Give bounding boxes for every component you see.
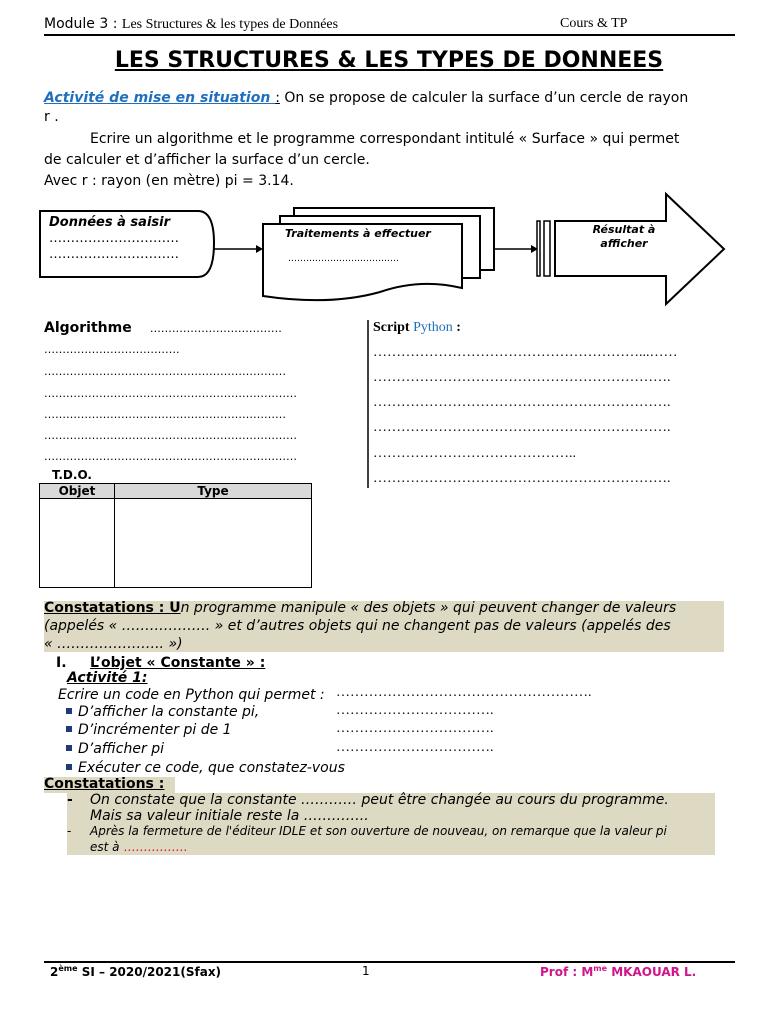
constat2-b2-line1: Après la fermeture de l'éditeur IDLE et son ouverture de nouveau, on remarque que la valeur pi bbox=[90, 824, 667, 838]
footer-page-number: 1 bbox=[362, 964, 370, 978]
algo-line-2: ………………………………………………………… bbox=[44, 365, 286, 378]
script-line-6: ………………………………………………………. bbox=[373, 471, 671, 486]
activity1-intro: Ecrire un code en Python qui permet : bbox=[58, 687, 325, 703]
footer-class-pre: 2 bbox=[50, 965, 59, 979]
item-bullet-2 bbox=[66, 726, 72, 732]
footer-rule bbox=[44, 961, 735, 963]
activity-sep: : bbox=[275, 90, 280, 106]
intro-line2: Ecrire un algorithme et le programme correspondant intitulé « Surface » qui permet bbox=[90, 131, 680, 147]
tdo-cell-objet[interactable] bbox=[40, 499, 115, 588]
tdo-table bbox=[39, 483, 312, 588]
footer-prof-post: MKAOUAR L. bbox=[607, 965, 697, 979]
activity1-label: Activité 1: bbox=[67, 670, 148, 686]
item-text-3: D’afficher pi bbox=[78, 741, 164, 757]
tdo-label: T.D.O. bbox=[52, 468, 92, 482]
intro-line4: Avec r : rayon (en mètre) pi = 3.14. bbox=[44, 173, 294, 189]
constat1-line3: « ………………….. ») bbox=[44, 636, 183, 652]
footer-class bbox=[50, 964, 221, 979]
item-bullet-3 bbox=[66, 745, 72, 751]
item-bullet-4 bbox=[66, 764, 72, 770]
tdo-col-objet: Objet bbox=[40, 484, 115, 499]
constat2-bullet-2: - bbox=[67, 824, 72, 838]
tdo-cell-type[interactable] bbox=[115, 499, 312, 588]
process-dots: ………………………………. bbox=[288, 254, 399, 264]
constat2-b2-line2 bbox=[90, 840, 187, 854]
script-line-3: ………………………………………………………. bbox=[373, 395, 671, 410]
footer-class-post: SI – 2020/2021(Sfax) bbox=[77, 965, 222, 979]
constat2-b2-dots: ……………. bbox=[123, 840, 188, 854]
algo-label: Algorithme bbox=[44, 320, 132, 336]
process-title: Traitements à effectuer bbox=[285, 227, 431, 240]
item-dots-2: ……………………………. bbox=[336, 721, 494, 736]
section1-num: I. bbox=[56, 655, 67, 671]
constat2-bullet-1: - bbox=[67, 792, 73, 808]
output-label-1: Résultat à bbox=[592, 223, 656, 236]
constat1-line1 bbox=[44, 600, 676, 616]
tdo-col-type: Type bbox=[115, 484, 312, 499]
header-module-title: Les Structures & les types de Données bbox=[121, 17, 339, 32]
algo-line-6: …………………………………………………………… bbox=[44, 450, 297, 463]
item-text-1: D’afficher la constante pi, bbox=[78, 704, 260, 720]
algo-line-1: ………………………………. bbox=[44, 343, 180, 356]
input-dots-2: ………………………… bbox=[49, 247, 179, 262]
stripe-1 bbox=[537, 221, 540, 276]
algo-line-4: ………………………………………………………… bbox=[44, 408, 286, 421]
header-course: Cours & TP bbox=[560, 16, 628, 31]
script-lang: Python bbox=[413, 320, 453, 335]
constat1-text1: n programme manipule « des objets » qui peuvent changer de valeurs bbox=[180, 600, 677, 616]
output-label-2: afficher bbox=[600, 237, 648, 250]
footer-prof-pre: Prof : M bbox=[540, 965, 594, 979]
constat1-label: Constatations : U bbox=[44, 600, 181, 616]
activity1-intro-dots: ………………………………………………. bbox=[336, 685, 592, 700]
input-title: Données à saisir bbox=[49, 215, 170, 230]
algo-line-3: …………………………………………………………… bbox=[44, 387, 297, 400]
intro-line1-rest: On se propose de calculer la surface d’un cercle de rayon bbox=[279, 90, 689, 106]
header-module-label: Module 3 : bbox=[44, 16, 118, 32]
arrow-input-process-head bbox=[256, 245, 263, 253]
intro-line1-end: r . bbox=[44, 109, 59, 125]
script-label: Script bbox=[373, 320, 414, 335]
stripe-2 bbox=[544, 221, 550, 276]
script-line-1: …………………………………………………...…… bbox=[373, 345, 678, 360]
section1-title: L’objet « Constante » : bbox=[90, 655, 266, 671]
constat2-b2-line2-text: est à bbox=[90, 840, 124, 854]
constat2-b1-line2: Mais sa valeur initiale reste la ………….. bbox=[90, 808, 369, 824]
footer-class-sup: ème bbox=[58, 964, 78, 973]
activity-link[interactable]: Activité de mise en situation bbox=[44, 90, 276, 106]
item-dots-3: ……………………………. bbox=[336, 740, 494, 755]
footer-prof-sup: me bbox=[593, 964, 608, 973]
algo-label-row bbox=[44, 320, 282, 336]
item-bullet-1 bbox=[66, 708, 72, 714]
intro-line3: de calculer et d’afficher la surface d’un cercle. bbox=[44, 152, 370, 168]
constat1-line2: (appelés « ………………. » et d’autres objets qui ne changent pas de valeurs (appelés des bbox=[44, 618, 671, 634]
script-label-row bbox=[373, 320, 461, 336]
item-text-2: D’incrémenter pi de 1 bbox=[78, 722, 232, 738]
item-dots-1: ……………………………. bbox=[336, 703, 494, 718]
script-colon: : bbox=[452, 320, 461, 335]
constat2-b1-line1: On constate que la constante ………… peut être changée au cours du programme. bbox=[90, 792, 669, 808]
script-line-4: ………………………………………………………. bbox=[373, 420, 671, 435]
algo-label-dots: ……………………………… bbox=[149, 322, 282, 335]
script-line-5: …………………………………….. bbox=[373, 446, 576, 461]
constat2-label: Constatations : bbox=[44, 776, 165, 792]
algo-line-5: …………………………………………………………… bbox=[44, 429, 297, 442]
script-line-2: ………………………………………………………. bbox=[373, 370, 671, 385]
footer-prof bbox=[540, 964, 696, 979]
item-text-4: Exécuter ce code, que constatez-vous bbox=[78, 760, 345, 776]
page-title: LES STRUCTURES & LES TYPES DE DONNEES bbox=[114, 48, 664, 73]
input-dots-1: ………………………… bbox=[49, 231, 179, 246]
